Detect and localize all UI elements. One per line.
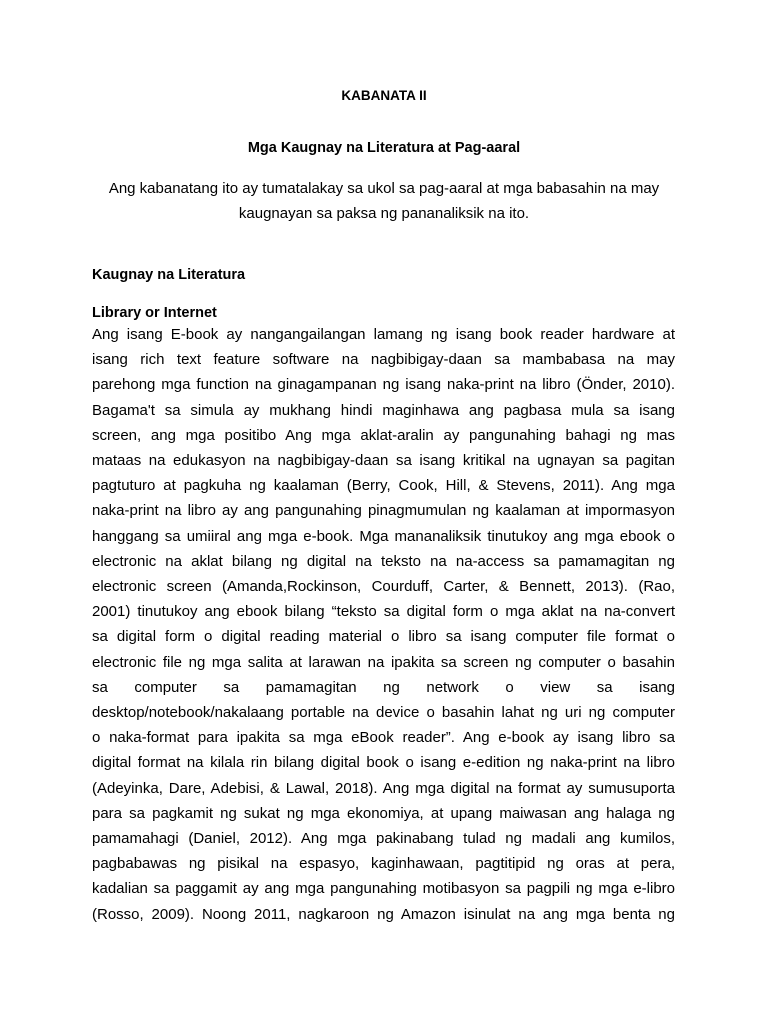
intro-line: Ang kabanatang ito ay tumatalakay sa ukol sa pag-aaral at mga babasahin na may [108, 180, 660, 197]
body-line: o naka-format para ipakita sa mga eBook reader”. Ang e-book ay isang libro sa [92, 729, 675, 747]
body-line: (Rosso, 2009). Noong 2011, nagkaroon ng Amazon isinulat na ang mga benta ng [92, 905, 675, 923]
body-line: sa computer sa pamamagitan ng network o view sa isang [92, 678, 675, 696]
body-line: para sa pagkamit ng sukat ng mga ekonomiya, at upang maiwasan ang halaga ng [92, 804, 675, 822]
sub-heading: Library or Internet [92, 305, 217, 321]
body-line: pagtuturo at pagkuha ng kaalaman (Berry, Cook, Hill, & Stevens, 2011). Ang mga [92, 477, 675, 495]
body-line: isang rich text feature software na nagbibigay-daan sa mambabasa na may [92, 351, 675, 369]
body-line: electronic na aklat bilang ng digital na teksto na na-access sa pamamagitan ng [92, 552, 675, 570]
body-line: hanggang sa umiiral ang mga e-book. Mga mananaliksik tinutukoy ang mga ebook o [92, 527, 675, 545]
chapter-title: Mga Kaugnay na Literatura at Pag-aaral [247, 140, 521, 156]
body-line: screen, ang mga positibo Ang mga aklat-aralin ay pangunahing bahagi ng mas [92, 426, 675, 444]
body-line: Bagama't sa simula ay mukhang hindi maginhawa ang pagbasa mula sa isang [92, 401, 675, 419]
intro-line: kaugnayan sa paksa ng pananaliksik na ito. [238, 205, 530, 222]
body-line: pamamahagi (Daniel, 2012). Ang mga pakinabang tulad ng madali ang kumilos, [92, 830, 675, 848]
body-line: (Adeyinka, Dare, Adebisi, & Lawal, 2018). Ang mga digital na format ay sumusuporta [92, 779, 675, 797]
body-paragraph [92, 322, 675, 927]
body-line: electronic file ng mga salita at larawan na ipakita sa screen ng computer o basahin [92, 653, 675, 671]
body-line: 2001) tinutukoy ang ebook bilang “teksto sa digital form o mga aklat na na-convert [92, 603, 675, 621]
chapter-heading: KABANATA II [341, 88, 427, 103]
body-line: mataas na edukasyon na nagbibigay-daan sa isang kritikal na ugnayan sa pagitan [92, 452, 675, 470]
body-line: sa digital form o digital reading material o libro sa isang computer file format o [92, 628, 675, 646]
body-line: desktop/notebook/nakalaang portable na device o basahin lahat ng uri ng computer [92, 704, 675, 722]
body-line: parehong mga function na ginagampanan ng isang naka-print na libro (Önder, 2010). [92, 376, 675, 394]
body-line: pagbabawas ng pisikal na espasyo, kaginhawaan, pagtitipid ng oras at pera, [92, 855, 675, 873]
body-line: naka-print na libro ay ang pangunahing pinagmumulan ng kaalaman at impormasyon [92, 502, 675, 520]
section-heading: Kaugnay na Literatura [92, 267, 246, 283]
body-line: kadalian sa paggamit ay ang mga pangunahing motibasyon sa pagpili ng mga e-libro [92, 880, 675, 898]
body-line: Ang isang E-book ay nangangailangan lamang ng isang book reader hardware at [92, 326, 675, 343]
body-line: digital format na kilala rin bilang digital book o isang e-edition ng naka-print na libro [92, 754, 675, 772]
body-line: electronic screen (Amanda,Rockinson, Courduff, Carter, & Bennett, 2013). (Rao, [92, 578, 675, 596]
intro-paragraph [92, 176, 676, 226]
